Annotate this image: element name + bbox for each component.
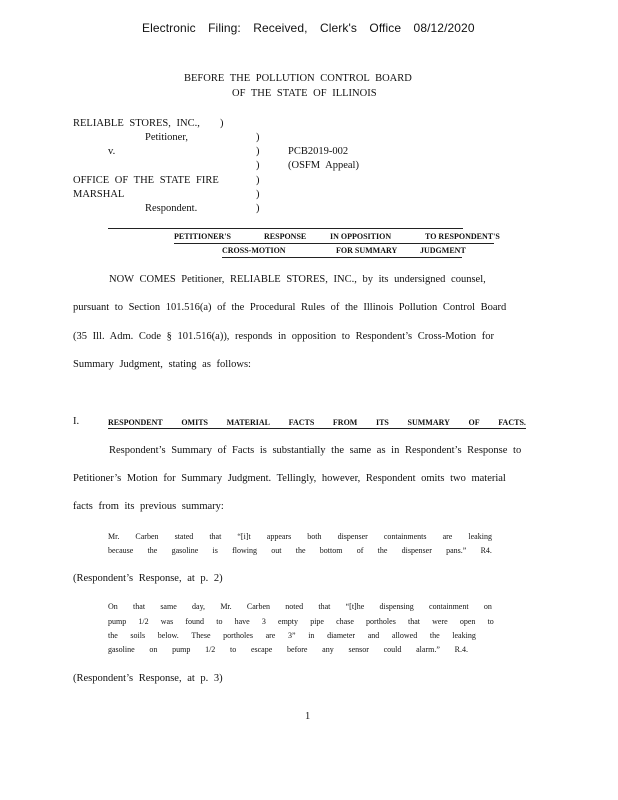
- quote-word: the: [147, 546, 158, 555]
- section-heading-word: FROM: [332, 418, 358, 427]
- quote-word: are: [442, 532, 453, 541]
- doc-title-word: PETITIONER'S: [174, 232, 231, 241]
- title-rule-top: [108, 228, 463, 229]
- intro-line-1: NOW COMES Petitioner, RELIABLE STORES, INC., by its undersigned counsel,: [109, 274, 486, 285]
- quote-word: on: [149, 645, 158, 654]
- block-quote-2-line-3: [108, 631, 476, 640]
- quote-word: both: [307, 532, 322, 541]
- quote-word: 1/2: [205, 645, 216, 654]
- block-quote-2-line-4: [108, 645, 468, 654]
- quote-word: On: [108, 602, 118, 611]
- citation-2: (Respondent’s Response, at p. 3): [73, 673, 223, 684]
- quote-word: to: [216, 617, 223, 626]
- caption-paren: ): [256, 146, 260, 157]
- quote-word: pipe: [310, 617, 324, 626]
- quote-word: Mr.: [220, 602, 232, 611]
- court-name-line2: OF THE STATE OF ILLINOIS: [232, 88, 377, 99]
- caption-petitioner-role: Petitioner,: [145, 132, 189, 143]
- quote-word: chase: [336, 617, 354, 626]
- quote-word: dispensing: [379, 602, 414, 611]
- section-heading-word: ITS: [375, 418, 389, 427]
- quote-word: leaking: [468, 532, 492, 541]
- citation-1: (Respondent’s Response, at p. 2): [73, 573, 223, 584]
- quote-word: 3”: [287, 631, 296, 640]
- quote-word: to: [487, 617, 494, 626]
- caption-paren: ): [220, 118, 224, 129]
- quote-word: portholes: [223, 631, 253, 640]
- quote-word: These: [191, 631, 211, 640]
- doc-title-word: CROSS-MOTION: [222, 246, 286, 255]
- quote-word: Carben: [246, 602, 271, 611]
- section-para-line-2: Petitioner’s Motion for Summary Judgment. Tellingly, however, Respondent omits two material: [73, 473, 506, 484]
- quote-word: the: [108, 631, 118, 640]
- quote-word: pump: [108, 617, 127, 626]
- caption-paren: ): [256, 175, 260, 186]
- quote-word: portholes: [366, 617, 396, 626]
- quote-word: out: [271, 546, 282, 555]
- quote-word: is: [212, 546, 218, 555]
- quote-word: noted: [285, 602, 304, 611]
- quote-word: that: [407, 617, 420, 626]
- quote-word: of: [356, 546, 364, 555]
- quote-word: that: [209, 532, 222, 541]
- title-underline-1: [174, 243, 494, 244]
- quote-word: day,: [192, 602, 206, 611]
- intro-line-4: Summary Judgment, stating as follows:: [73, 359, 251, 370]
- caption-respondent-name-1: OFFICE OF THE STATE FIRE: [73, 175, 219, 186]
- quote-word: Carben: [135, 532, 159, 541]
- doc-title-word: FOR SUMMARY: [336, 246, 398, 255]
- section-heading-word: SUMMARY: [407, 418, 450, 427]
- section-heading-word: MATERIAL: [226, 418, 271, 427]
- quote-word: containment: [429, 602, 469, 611]
- caption-petitioner-name: RELIABLE STORES, INC.,: [73, 118, 200, 129]
- section-heading-word: FACTS.: [498, 418, 526, 427]
- quote-word: the: [377, 546, 388, 555]
- quote-word: 1/2: [138, 617, 149, 626]
- section-number: I.: [73, 416, 80, 427]
- quote-word: found: [185, 617, 205, 626]
- doc-title-word: RESPONSE: [264, 232, 307, 241]
- caption-paren: ): [256, 189, 260, 200]
- quote-word: soils: [130, 631, 146, 640]
- quote-word: leaking: [452, 631, 476, 640]
- case-number: PCB2019-002: [288, 146, 349, 157]
- quote-word: could: [383, 645, 402, 654]
- caption-versus: v.: [108, 146, 116, 157]
- quote-word: R.4.: [454, 645, 468, 654]
- quote-word: same: [160, 602, 177, 611]
- quote-word: containments: [383, 532, 427, 541]
- section-para-line-3: facts from its previous summary:: [73, 501, 224, 512]
- quote-word: allowed: [391, 631, 418, 640]
- quote-word: before: [287, 645, 308, 654]
- quote-word: any: [322, 645, 334, 654]
- quote-word: escape: [250, 645, 273, 654]
- quote-word: appears: [266, 532, 292, 541]
- quote-word: “[i]t: [237, 532, 251, 541]
- section-heading: [108, 418, 526, 429]
- caption-paren: ): [256, 160, 260, 171]
- quote-word: “[t]he: [345, 602, 365, 611]
- quote-word: the: [429, 631, 440, 640]
- quote-word: open: [459, 617, 476, 626]
- quote-word: gasoline: [171, 546, 199, 555]
- section-heading-word: RESPONDENT: [108, 418, 163, 427]
- doc-title-word: IN OPPOSITION: [330, 232, 392, 241]
- quote-word: sensor: [348, 645, 369, 654]
- page-number: 1: [305, 711, 311, 722]
- caption-respondent-name-2: MARSHAL: [73, 189, 125, 200]
- quote-word: because: [108, 546, 134, 555]
- intro-line-3: (35 Ill. Adm. Code § 101.516(a)), responds in opposition to Respondent’s Cross-Motion for: [73, 331, 494, 342]
- quote-word: to: [230, 645, 237, 654]
- case-type: (OSFM Appeal): [288, 160, 359, 171]
- quote-word: dispenser: [401, 546, 432, 555]
- caption-paren: ): [256, 132, 260, 143]
- court-name-line1: BEFORE THE POLLUTION CONTROL BOARD: [184, 73, 412, 84]
- block-quote-2-line-1: [108, 602, 492, 611]
- quote-word: have: [234, 617, 250, 626]
- caption-respondent-role: Respondent.: [145, 203, 198, 214]
- quote-word: are: [265, 631, 276, 640]
- section-heading-word: FACTS: [288, 418, 315, 427]
- quote-word: below.: [157, 631, 179, 640]
- quote-word: R4.: [480, 546, 492, 555]
- quote-word: that: [318, 602, 331, 611]
- quote-word: 3: [261, 617, 266, 626]
- intro-line-2: pursuant to Section 101.516(a) of the Procedural Rules of the Illinois Pollution Control Board: [73, 302, 507, 313]
- section-para-line-1: Respondent’s Summary of Facts is substantially the same as in Respondent’s Response to: [109, 445, 522, 456]
- section-heading-word: OF: [468, 418, 480, 427]
- quote-word: stated: [174, 532, 194, 541]
- quote-word: was: [160, 617, 174, 626]
- quote-word: bottom: [319, 546, 343, 555]
- quote-word: that: [133, 602, 146, 611]
- quote-word: pump: [172, 645, 191, 654]
- block-quote-1-line-1: [108, 532, 492, 541]
- quote-word: Mr.: [108, 532, 120, 541]
- quote-word: in: [308, 631, 315, 640]
- quote-word: gasoline: [108, 645, 135, 654]
- quote-word: dispenser: [337, 532, 368, 541]
- caption-paren: ): [256, 203, 260, 214]
- quote-word: diameter: [327, 631, 356, 640]
- doc-title-word: JUDGMENT: [420, 246, 466, 255]
- quote-word: were: [432, 617, 448, 626]
- quote-word: flowing: [232, 546, 258, 555]
- title-underline-2: [222, 257, 462, 258]
- quote-word: the: [295, 546, 306, 555]
- quote-word: alarm.”: [416, 645, 440, 654]
- section-heading-word: OMITS: [181, 418, 208, 427]
- block-quote-2-line-2: [108, 617, 494, 626]
- block-quote-1-line-2: [108, 546, 492, 555]
- doc-title-word: TO RESPONDENT'S: [425, 232, 500, 241]
- filing-stamp-header: Electronic Filing: Received, Clerk's Office 08/12/2020: [142, 21, 475, 35]
- quote-word: and: [367, 631, 380, 640]
- quote-word: on: [483, 602, 492, 611]
- quote-word: pans.”: [446, 546, 467, 555]
- quote-word: empty: [278, 617, 299, 626]
